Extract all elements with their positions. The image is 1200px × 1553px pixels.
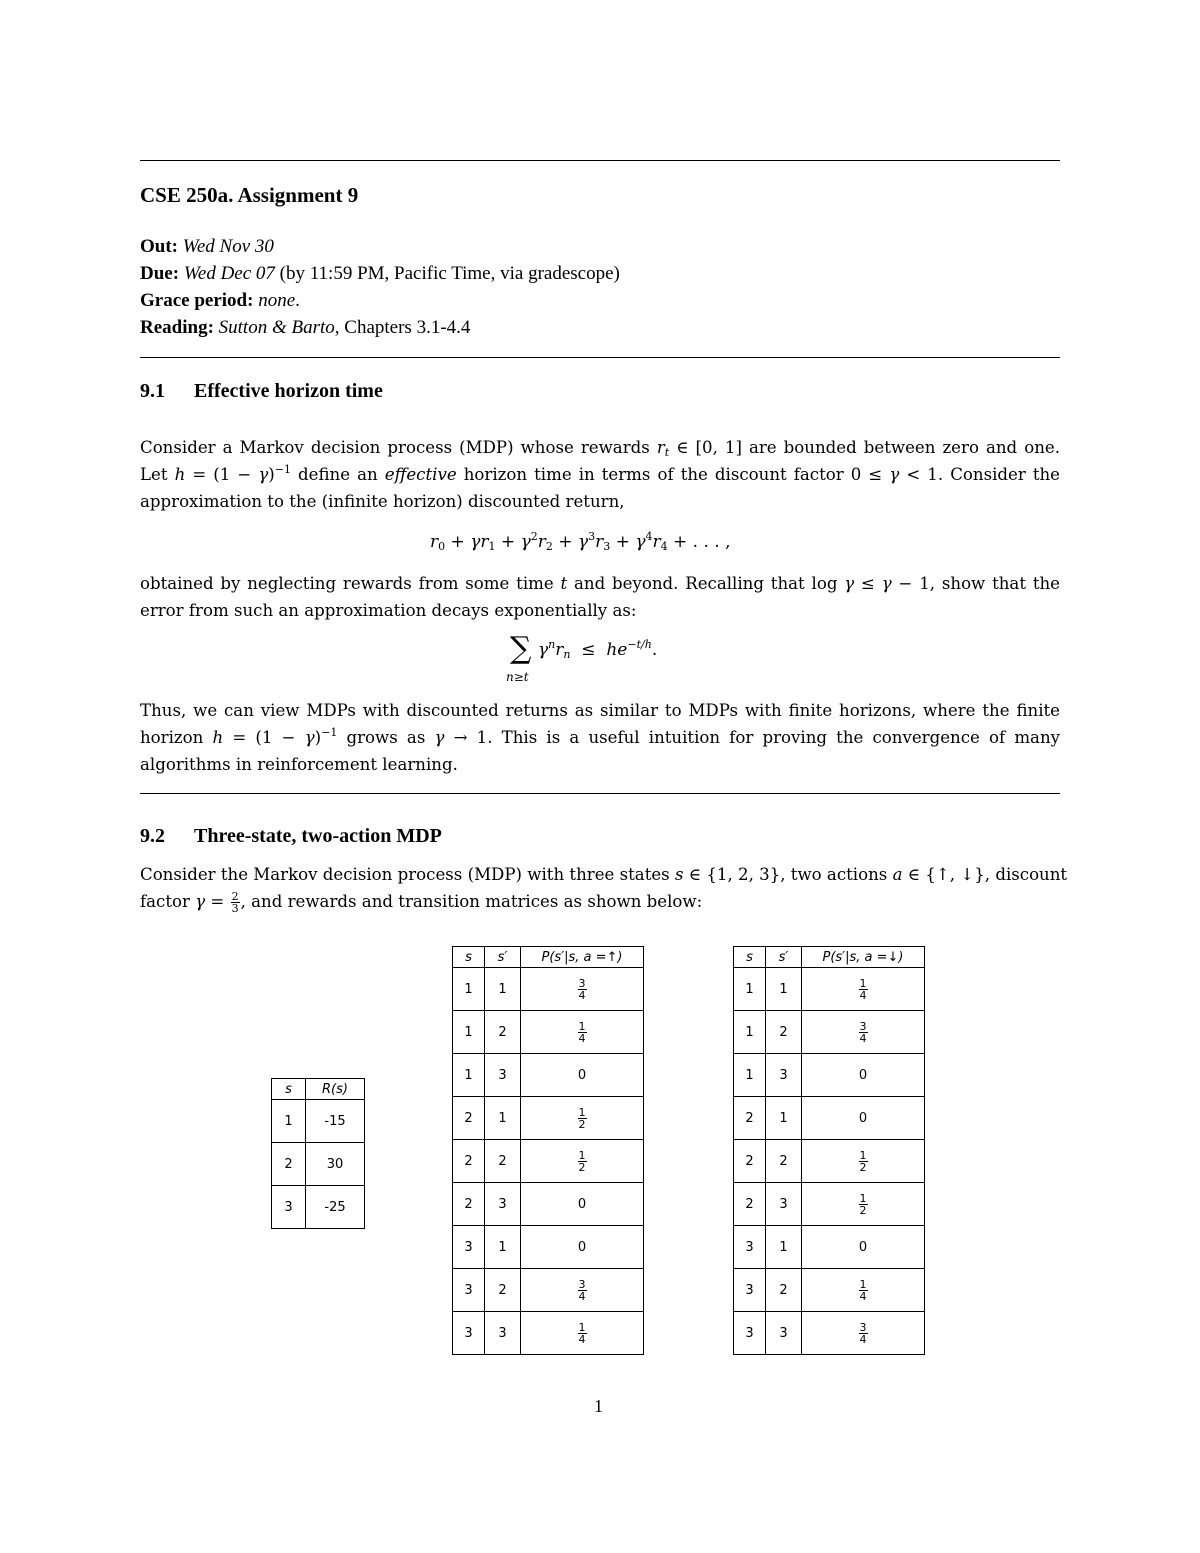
state-cell: 2: [734, 1140, 766, 1183]
state-cell: 3: [453, 1269, 485, 1312]
probability-cell: $\frac{1}{2}$: [802, 1183, 925, 1226]
state-cell: 2: [453, 1140, 485, 1183]
table-row: [734, 1312, 925, 1355]
probability-cell: $\frac{3}{4}$: [521, 968, 644, 1011]
state-cell: 3: [485, 1054, 521, 1097]
table-row: [734, 1183, 925, 1226]
state-cell: 1: [453, 1054, 485, 1097]
state-cell: 3: [766, 1054, 802, 1097]
page-number: 1: [594, 1396, 603, 1416]
state-cell: 3: [766, 1183, 802, 1226]
probability-cell: $\frac{1}{2}$: [802, 1140, 925, 1183]
state-cell: 2: [485, 1011, 521, 1054]
state-cell: 2: [453, 1097, 485, 1140]
state-cell: 3: [766, 1312, 802, 1355]
table-row: [453, 1226, 644, 1269]
transition-table-up: s s′ P(s′|s, a =↑) 1 1 $\frac{3}{4}$ 1 2 $\frac{1}{4}$ 1 3 0 2 1 $\frac{1}{2}$ 2 2 $\frac{1}{2}$ 2 3 0 3 1 0 3 2 $\frac{3}{4}$ 3 3 $\frac{1}{4}$: [452, 946, 644, 1355]
state-cell: 1: [453, 1011, 485, 1054]
table-row: [734, 1054, 925, 1097]
section-9-1-paragraph-1: Consider a Markov decision process (MDP) whose rewards $r_t$ ∈ [0, 1] are bounded between zero and one. Let $h = (1 - \gamma)^{-1}$ define an effective horizon time in terms of the discount factor 0 ≤ γ < 1. Consider the approximation to the (infinite horizon) discounted return,: [140, 438, 1061, 511]
table-row: [453, 1097, 644, 1140]
state-cell: 1: [766, 1226, 802, 1269]
probability-cell: $\frac{3}{4}$: [802, 1312, 925, 1355]
state-cell: 2: [734, 1183, 766, 1226]
state-cell: 3: [734, 1312, 766, 1355]
table-row: [734, 1226, 925, 1269]
section-9-2-paragraph-1: Consider the Markov decision process (MDP) with three states s ∈ {1, 2, 3}, two actions a ∈ {↑, ↓}, discount factor γ = $\frac{2}{3}$ , and rewards and transition matrices as shown below:: [140, 865, 1068, 915]
state-cell: 3: [485, 1312, 521, 1355]
probability-cell: $\frac{1}{4}$: [802, 968, 925, 1011]
table-row: [453, 1054, 644, 1097]
probability-cell: 0: [521, 1226, 644, 1269]
probability-cell: $\frac{3}{4}$: [521, 1269, 644, 1312]
state-cell: 2: [734, 1097, 766, 1140]
table-row: [453, 968, 644, 1011]
state-cell: 2: [766, 1140, 802, 1183]
state-cell: 3: [453, 1226, 485, 1269]
state-cell: 1: [766, 968, 802, 1011]
table-row: 1 -15: [272, 1100, 365, 1143]
table-row: [734, 1097, 925, 1140]
state-cell: 1: [766, 1097, 802, 1140]
section-9-1-heading: 9.1 Effective horizon time: [140, 380, 383, 402]
probability-cell: $\frac{1}{4}$: [521, 1312, 644, 1355]
state-cell: 1: [734, 1054, 766, 1097]
assignment-meta: Out: Wed Nov 30 Due: Wed Dec 07 (by 11:59 PM, Pacific Time, via gradescope) Grace period: none. Reading: Sutton & Barto, Chapters 3.1-4.4: [140, 236, 620, 338]
rule-after-header: [140, 357, 1060, 358]
table-row: 2 30: [272, 1143, 365, 1186]
state-cell: 2: [766, 1011, 802, 1054]
probability-cell: $\frac{3}{4}$: [802, 1011, 925, 1054]
reward-header-r: R(s): [306, 1079, 365, 1100]
probability-cell: 0: [802, 1054, 925, 1097]
state-cell: 1: [485, 968, 521, 1011]
state-cell: 1: [453, 968, 485, 1011]
state-cell: 3: [734, 1269, 766, 1312]
top-rule: [140, 160, 1060, 161]
table-row: [453, 1183, 644, 1226]
table-row: [734, 1011, 925, 1054]
transition-table-down: s s′ P(s′|s, a =↓) 1 1 $\frac{1}{4}$ 1 2 $\frac{3}{4}$ 1 3 0 2 1 0 2 2 $\frac{1}{2}$ 2 3 $\frac{1}{2}$ 3 1 0 3 2 $\frac{1}{4}$ 3 3 $\frac{3}{4}$: [733, 946, 925, 1355]
assignment-title: CSE 250a. Assignment 9: [140, 183, 359, 207]
state-cell: 3: [734, 1226, 766, 1269]
probability-cell: $\frac{1}{2}$: [521, 1097, 644, 1140]
discounted-return-equation: $r_0 + \gamma r_1 + \gamma^2r_2 + \gamma^3r_3 + \gamma^4r_4$ + . . . ,: [430, 530, 731, 553]
reward-table: [271, 1078, 365, 1229]
table-row: [453, 1312, 644, 1355]
state-cell: 3: [453, 1312, 485, 1355]
section-9-1-paragraph-3: Thus, we can view MDPs with discounted returns as similar to MDPs with finite horizons, where the finite horizon $h = (1 - \gamma)^{-1}$ grows as γ → 1. This is a useful intuition for proving the convergence of many algorithms in reinforcement learning.: [140, 701, 1061, 774]
state-cell: 1: [734, 968, 766, 1011]
table-row: [453, 1011, 644, 1054]
probability-cell: 0: [521, 1183, 644, 1226]
table-row: [453, 1140, 644, 1183]
error-bound-equation: ∑ n≥t $\gamma^nr_n \le he^{-t/h}$.: [506, 631, 658, 684]
state-cell: 2: [485, 1269, 521, 1312]
table-row: [453, 1269, 644, 1312]
table-row: [734, 968, 925, 1011]
section-9-2-heading: 9.2 Three-state, two-action MDP: [140, 825, 442, 847]
state-cell: 1: [485, 1226, 521, 1269]
table-row: 3 -25: [272, 1186, 365, 1229]
probability-cell: 0: [521, 1054, 644, 1097]
state-cell: 1: [485, 1097, 521, 1140]
section-9-1-paragraph-2: obtained by neglecting rewards from some time t and beyond. Recalling that log γ ≤ γ − 1, show that the error from such an approximation decays exponentially as:: [140, 574, 1060, 620]
state-cell: 1: [734, 1011, 766, 1054]
probability-cell: $\frac{1}{4}$: [521, 1011, 644, 1054]
table-row: [734, 1140, 925, 1183]
state-cell: 3: [485, 1183, 521, 1226]
state-cell: 2: [485, 1140, 521, 1183]
reward-header-s: s: [272, 1079, 306, 1100]
probability-cell: $\frac{1}{4}$: [802, 1269, 925, 1312]
state-cell: 2: [766, 1269, 802, 1312]
probability-cell: 0: [802, 1226, 925, 1269]
state-cell: 2: [453, 1183, 485, 1226]
probability-cell: 0: [802, 1097, 925, 1140]
probability-cell: $\frac{1}{2}$: [521, 1140, 644, 1183]
rule-after-section-9-1: [140, 793, 1060, 794]
table-row: [734, 1269, 925, 1312]
